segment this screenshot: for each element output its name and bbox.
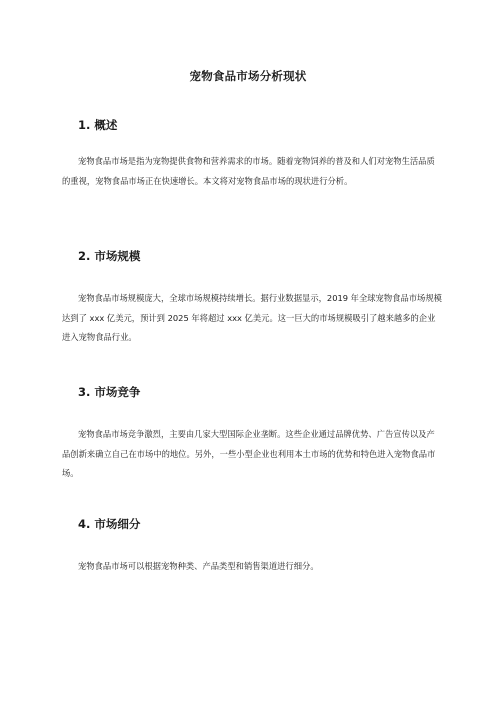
section-heading-segmentation: 4. 市场细分 (78, 517, 141, 531)
section-heading-market-size: 2. 市场规模 (78, 249, 141, 263)
section-paragraph-market-size: 宠物食品市场规模庞大，全球市场规模持续增长。据行业数据显示，2019 年全球宠物食品市场规模达到了 xxx 亿美元，预计到 2025 年将超过 xxx 亿美元。这一巨大的市场规模吸引了越来越多的企业进入宠物食品行业。 (62, 293, 442, 342)
document-title: 宠物食品市场分析现状 (189, 69, 307, 83)
section-heading-overview: 1. 概述 (78, 118, 118, 132)
section-paragraph-competition: 宠物食品市场竞争激烈，主要由几家大型国际企业垄断。这些企业通过品牌优势、广告宣传以及产品创新来确立自己在市场中的地位。另外，一些小型企业也利用本土市场的优势和特色进入宠物食品市场。 (62, 429, 436, 478)
section-paragraph-segmentation: 宠物食品市场可以根据宠物种类、产品类型和销售渠道进行细分。 (78, 561, 319, 571)
section-paragraph-overview: 宠物食品市场是指为宠物提供食物和营养需求的市场。随着宠物饲养的普及和人们对宠物生活品质的重视，宠物食品市场正在快速增长。本文将对宠物食品市场的现状进行分析。 (62, 156, 435, 186)
section-heading-competition: 3. 市场竞争 (78, 385, 141, 399)
